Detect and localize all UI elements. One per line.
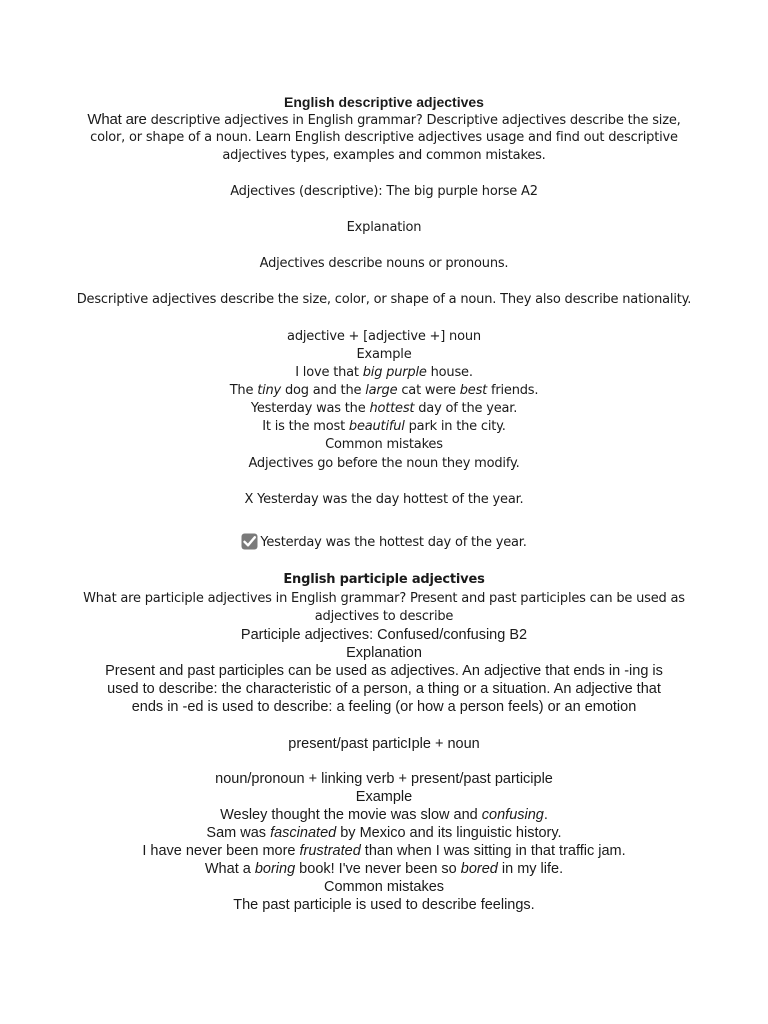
example-sentence: I love that big purple house. (295, 365, 473, 380)
mistakes-heading: Common mistakes (325, 437, 443, 452)
mistakes-rule: The past participle is used to describe feelings. (233, 897, 535, 913)
intro-line: adjectives to describe (314, 609, 454, 624)
explanation-heading: Explanation (346, 220, 422, 235)
example-sentence: Yesterday was the hottest day of the year. (250, 401, 518, 416)
pattern-line: adjective + [adjective +] noun (287, 329, 481, 344)
explanation-text: Adjectives describe nouns or pronouns. (259, 256, 509, 271)
pattern-line: present/past particIple + noun (288, 736, 480, 752)
pattern-line: noun/pronoun + linking verb + present/past participle (215, 771, 553, 787)
explanation-text: used to describe: the characteristic of a person, a thing or a situation. An adjective that (107, 681, 661, 697)
section-title: English participle adjectives (283, 572, 485, 587)
intro-line: color, or shape of a noun. Learn English descriptive adjectives usage and find out descriptive (90, 130, 678, 145)
explanation-text: Descriptive adjectives describe the size, color, or shape of a noun. They also describe nationality. (76, 292, 692, 307)
explanation-heading: Explanation (346, 645, 422, 661)
example-heading: Example (355, 789, 413, 805)
explanation-text: Present and past participles can be used as adjectives. An adjective that ends in -ing is (105, 663, 663, 679)
example-sentence: It is the most beautiful park in the city. (262, 419, 506, 434)
check-mark-icon (241, 533, 258, 550)
example-sentence: Sam was fascinated by Mexico and its linguistic history. (206, 825, 562, 841)
topic-line: Adjectives (descriptive): The big purple horse A2 (230, 184, 538, 199)
right-example: Yesterday was the hottest day of the year. (0, 533, 768, 552)
example-sentence: I have never been more frustrated than when I was sitting in that traffic jam. (142, 843, 626, 859)
explanation-text: ends in -ed is used to describe: a feeling (or how a person feels) or an emotion (131, 699, 637, 715)
topic-line: Participle adjectives: Confused/confusing B2 (240, 627, 528, 643)
example-sentence: What a boring book! I've never been so bored in my life. (204, 861, 564, 877)
example-sentence: The tiny dog and the large cat were best friends. (229, 383, 539, 398)
wrong-example: X Yesterday was the day hottest of the year. (244, 492, 524, 507)
mistakes-heading: Common mistakes (323, 879, 445, 895)
intro-line: adjectives types, examples and common mistakes. (222, 148, 546, 163)
example-sentence: Wesley thought the movie was slow and confusing. (220, 807, 548, 823)
intro-line: What are participle adjectives in English grammar? Present and past participles can be used as (83, 591, 685, 606)
section-title: English descriptive adjectives (284, 94, 484, 110)
mistakes-rule: Adjectives go before the noun they modify. (248, 456, 520, 471)
intro-line: What are descriptive adjectives in English grammar? Descriptive adjectives describe the size, (87, 111, 681, 128)
example-heading: Example (356, 347, 412, 362)
